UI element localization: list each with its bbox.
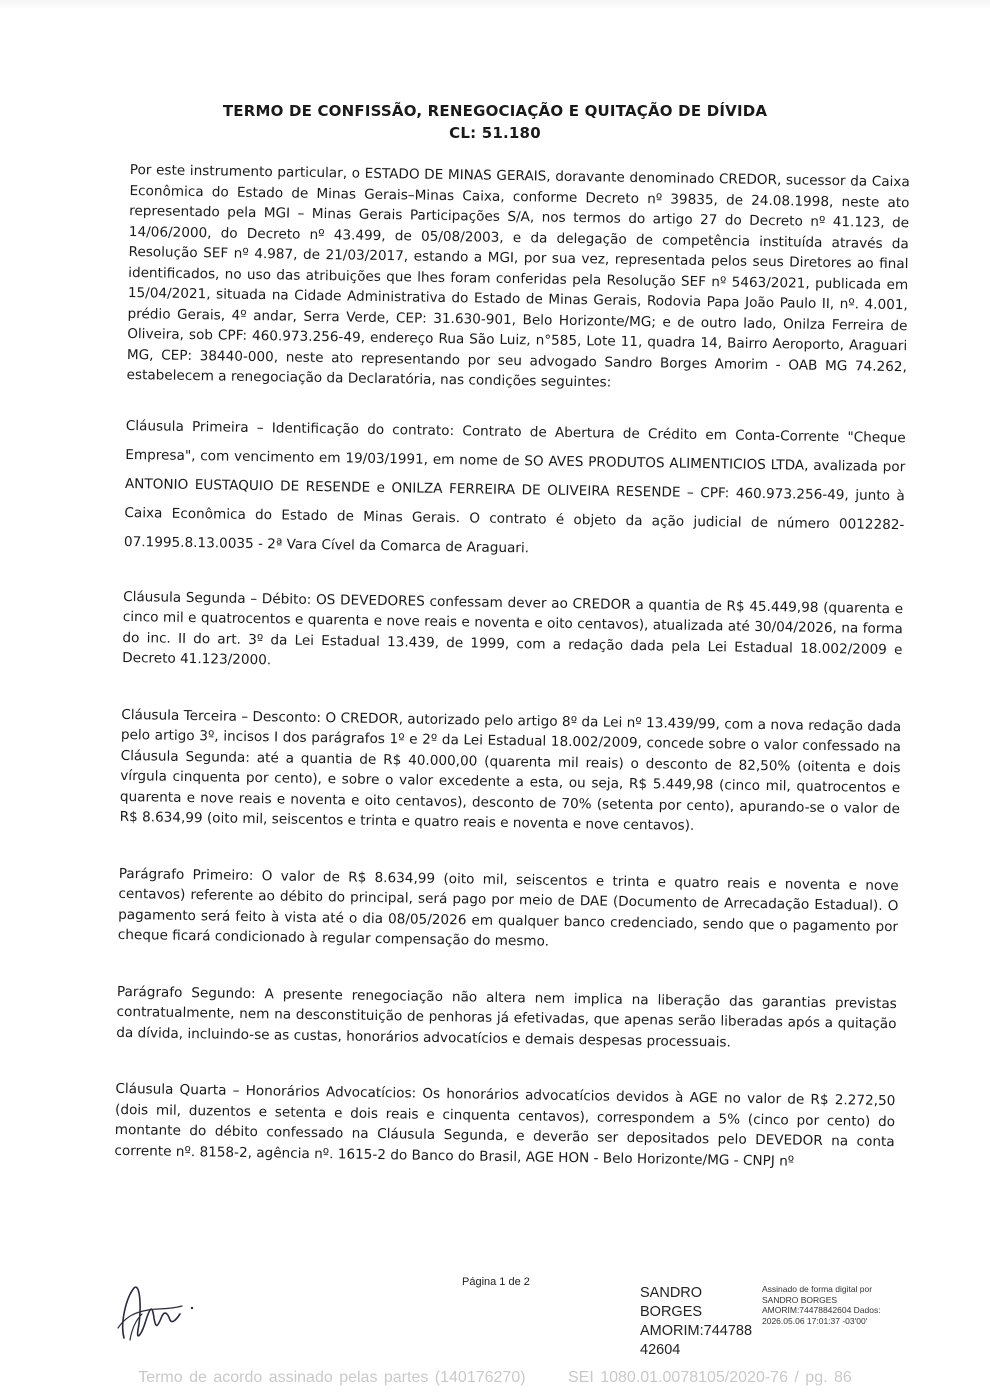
paragraph-clause-third: Cláusula Terceira – Desconto: O CREDOR, autorizado pelo artigo 8º da Lei nº 13.439/99, com a nova redação dada pelo artigo 3º, incisos I dos parágrafos 1º e 2º da Lei Estadual 18.002/2009, concede sobre o valor confessado na Cláusula Segunda: até a quantia de R$ 40.000,00 (quarenta mil reais) o desconto de 82,50% (oitenta e dois vírgula cinquenta por cento), e sobre o valor excedente a esta, ou seja, R$ 5.449,98 (cinco mil, quatrocentos e quarenta e nove reais e noventa e oito centavos), desconto de 70% (setenta por cento), apurando-se o valor de R$ 8.634,99 (oito mil, seiscentos e trinta e quatro reais e noventa e nove centavos).: [119, 706, 902, 834]
paragraph-preamble: Por este instrumento particular, o ESTADO DE MINAS GERAIS, doravante denominado CREDOR, sucessor da Caixa Econômica do Estado de Minas Gerais–Minas Caixa, conforme Decreto nº 39835, de 24.08.1998, neste ato representado pela MGI – Minas Gerais Participações S/A, nos termos do artigo 27 do Decreto nº 41.123, de 14/06/2000, do Decreto nº 43.499, de 05/08/2003, e da delegação de competência instituída através da Resolução SEF nº 4.987, de 21/03/2017, estando a MGI, por sua vez, representada pelos seus Diretores ao final identificados, no uso das atribuições que lhes foram conferidas pela Resolução SEF nº 5463/2021, publicada em 15/04/2021, situada na Cidade Administrativa do Estado de Minas Gerais, Rodovia Papa João Paulo II, nº. 4.001, prédio Gerais, 4º andar, Serra Verde, CEP: 31.630-901, Belo Horizonte/MG; e de outro lado, Onilza Ferreira de Oliveira, sob CPF: 460.973.256-49, endereço Rua São Luiz, n°585, Lote 11, quadra 14, Bairro Aeroporto, Araguari MG, CEP: 38440-000, neste ato representando por seu advogado Sandro Borges Amorim - OAB MG 74.262, estabelecem a renegociação da Declaratória, nas condições seguintes:: [126, 161, 910, 391]
document-code: CL: 51.180: [449, 124, 541, 142]
paragraph-clause-fourth: Cláusula Quarta – Honorários Advocatícios: Os honorários advocatícios devidos à AGE no valor de R$ 2.272,50 (dois mil, duzentos e setenta e dois reais e cinquenta centavos), correspondem a 5% (cinco por cento) do montante do débito confessado na Cláusula Segunda, e deverão ser depositados pelo DEVEDOR na conta corrente nº. 8158-2, agência nº. 1615-2 do Banco do Brasil, AGE HON - Belo Horizonte/MG - CNPJ nº: [114, 1080, 896, 1170]
document-title-block: [0, 100, 990, 144]
paragraph-first-subclause: Parágrafo Primeiro: O valor de R$ 8.634,99 (oito mil, seiscentos e trinta e quatro reais e noventa e nove centavos) referente ao débito do principal, será pago por meio de DAE (Documento de Arrecadação Estadual). O pagamento será feito à vista até o dia 08/05/2026 em qualquer banco credenciado, sendo que o pagamento por cheque ficará condicionado à regular compensação do mesmo.: [117, 865, 899, 950]
sei-stamp-document: Termo de acordo assinado pelas partes (140176270): [138, 1369, 526, 1386]
page-number: Página 1 de 2: [462, 1276, 530, 1288]
scan-edge: [0, 0, 990, 10]
document-body: [114, 160, 910, 1209]
digital-signature-name: SANDRO BORGES AMORIM:744788 42604: [640, 1285, 753, 1358]
paragraph-clause-second: Cláusula Segunda – Débito: OS DEVEDORES confessam dever ao CREDOR a quantia de R$ 45.449,98 (quarenta e cinco mil e quatrocentos e quarenta e nove reais e noventa e oito centavos), atualizada até 30/04/2026, na forma do inc. II do art. 3º da Lei Estadual 13.439, de 1999, com a redação dada pela Lei Estadual 18.002/2009 e Decreto 41.123/2000.: [122, 588, 904, 669]
paragraph-second-subclause: Parágrafo Segundo: A presente renegociação não altera nem implica na liberação das garantias previstas contratualmente, nem na desconstituição de penhoras já efetivadas, que apenas serão liberadas após a quitação da dívida, incluindo-se as custas, honorários advocatícios e demais despesas processuais.: [116, 983, 897, 1051]
sei-stamp: [0, 1369, 990, 1387]
sei-stamp-process: SEI 1080.01.0078105/2020-76 / pg. 86: [568, 1369, 852, 1386]
handwritten-signature: [112, 1268, 202, 1358]
document-title: TERMO DE CONFISSÃO, RENEGOCIAÇÃO E QUITAÇÃO DE DÍVIDA: [222, 102, 768, 120]
paragraph-clause-first: Cláusula Primeira – Identificação do contrato: Contrato de Abertura de Crédito em Conta-Corrente "Cheque Empresa", com vencimento em 19/03/1991, em nome de SO AVES PRODUTOS ALIMENTICIOS LTDA, avalizada por ANTONIO EUSTAQUIO DE RESENDE e ONILZA FERREIRA DE OLIVEIRA RESENDE – CPF: 460.973.256-49, junto à Caixa Econômica do Estado de Minas Gerais. O contrato é objeto da ação judicial de número 0012282-07.1995.8.13.0035 - 2ª Vara Cível da Comarca de Araguari.: [123, 417, 906, 556]
digital-signature-detail: Assinado de forma digital por SANDRO BORGES AMORIM:74478842604 Dados: 2026.05.06 17:01:37 -03'00': [762, 1284, 881, 1326]
